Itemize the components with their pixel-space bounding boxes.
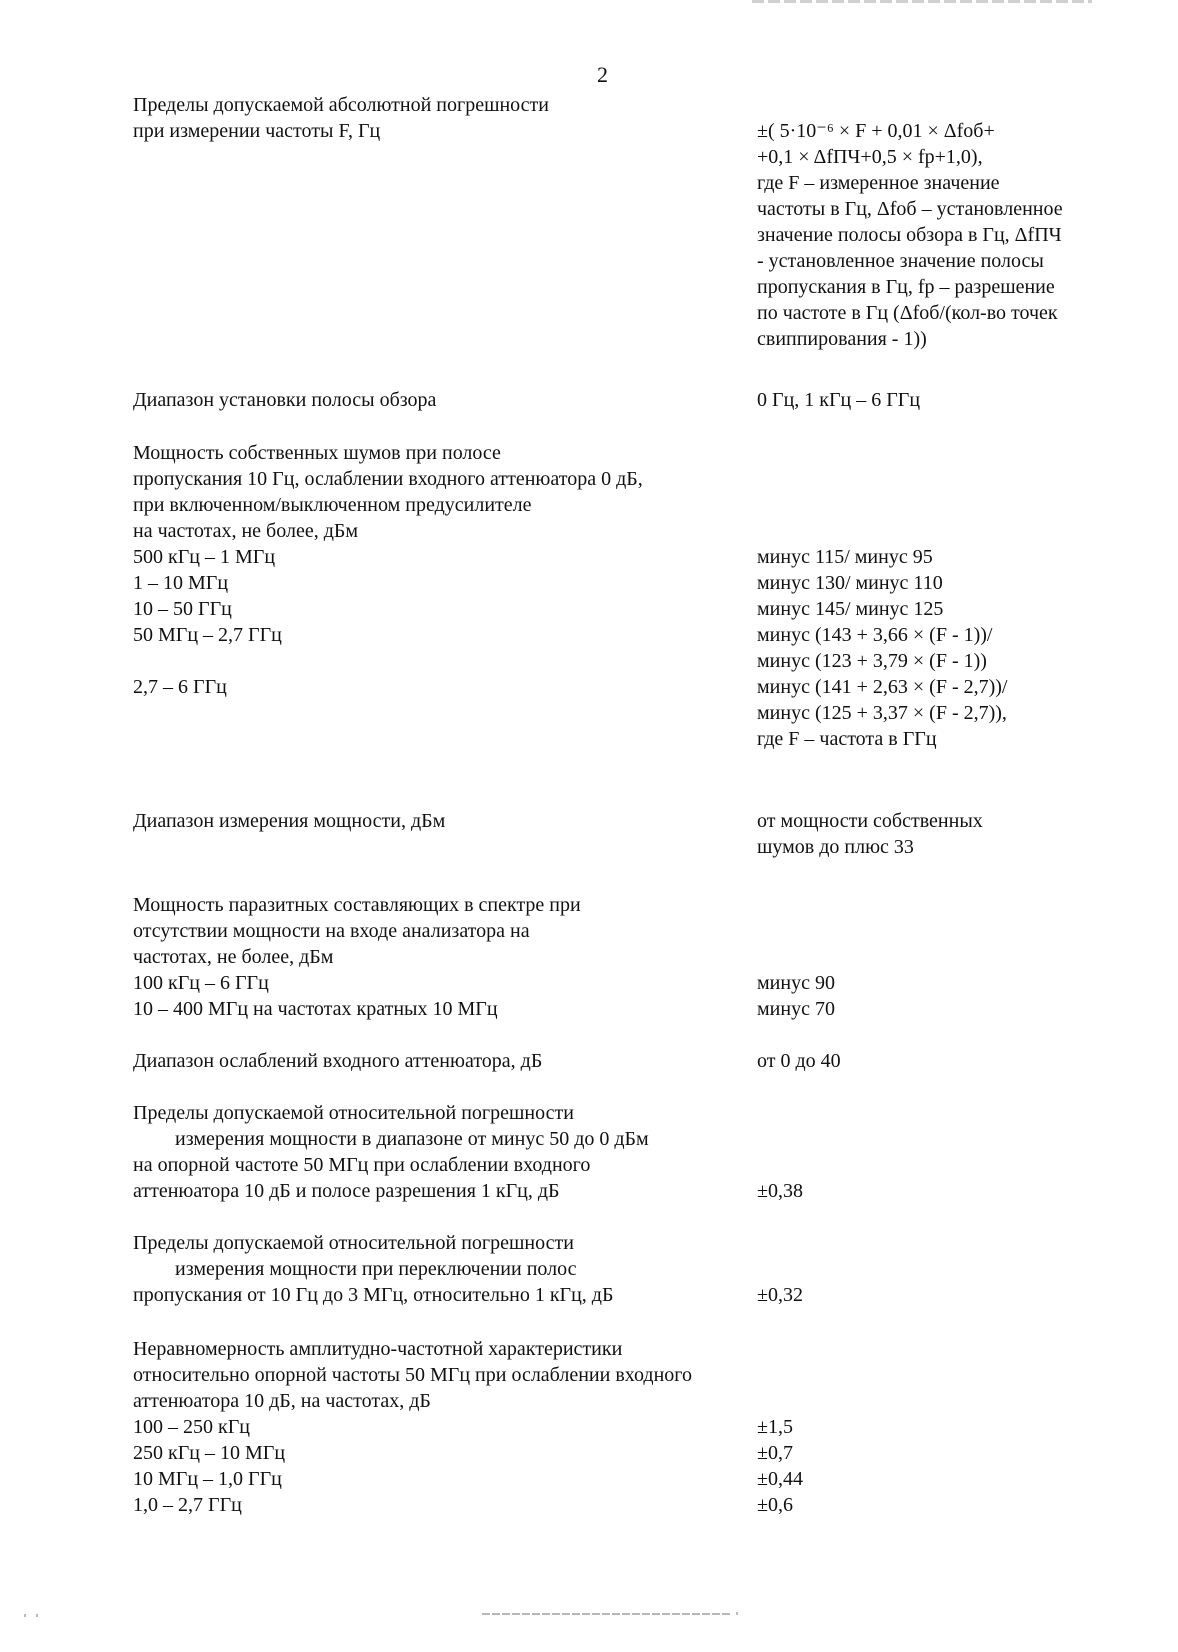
scan-dot (736, 1612, 738, 1615)
spurious-value-1: минус 90 (757, 972, 835, 994)
rel-error-switch-value: ±0,32 (757, 1284, 803, 1306)
flatness-value-3: ±0,44 (757, 1468, 803, 1490)
freq-error-value-8: по частоте в Гц (Δfоб/(кол-во точек (757, 302, 1058, 324)
power-range-value-2: шумов до плюс 33 (757, 836, 914, 858)
noise-value-1: минус 115/ минус 95 (757, 546, 933, 568)
noise-range-2: 1 – 10 МГц (133, 572, 229, 594)
power-range-label: Диапазон измерения мощности, дБм (133, 810, 446, 832)
noise-range-3: 10 – 50 ГГц (133, 598, 232, 620)
noise-label-3: при включенном/выключенном предусилителе (133, 494, 532, 516)
scan-artifact-bottom (482, 1613, 732, 1615)
flatness-range-2: 250 кГц – 10 МГц (133, 1442, 286, 1464)
noise-label-1: Мощность собственных шумов при полосе (133, 442, 501, 464)
flatness-value-2: ±0,7 (757, 1442, 793, 1464)
noise-value-5a: минус (141 + 2,63 × (F - 2,7))/ (757, 676, 1008, 698)
freq-error-value-3: где F – измеренное значение (757, 172, 1000, 194)
flatness-label-3: аттенюатора 10 дБ, на частотах, дБ (133, 1390, 431, 1412)
rel-error-power-label-2: измерения мощности в диапазоне от минус 50 до 0 дБм (175, 1128, 649, 1150)
noise-range-5: 2,7 – 6 ГГц (133, 676, 227, 698)
spurious-range-1: 100 кГц – 6 ГГц (133, 972, 269, 994)
noise-label-4: на частотах, не более, дБм (133, 520, 359, 542)
flatness-label-1: Неравномерность амплитудно-частотной характеристики (133, 1338, 623, 1360)
freq-error-value-7: пропускания в Гц, fр – разрешение (757, 276, 1055, 298)
power-range-value-1: от мощности собственных (757, 810, 983, 832)
rel-error-switch-label-3: пропускания от 10 Гц до 3 МГц, относительно 1 кГц, дБ (133, 1284, 614, 1306)
page-number: 2 (597, 62, 608, 87)
rel-error-power-value: ±0,38 (757, 1180, 803, 1202)
span-range-value: 0 Гц, 1 кГц – 6 ГГц (757, 389, 921, 411)
spurious-label-3: частотах, не более, дБм (133, 946, 334, 968)
noise-value-3: минус 145/ минус 125 (757, 598, 944, 620)
flatness-value-1: ±1,5 (757, 1416, 793, 1438)
noise-value-4a: минус (143 + 3,66 × (F - 1))/ (757, 624, 993, 646)
freq-error-value-6: - установленное значение полосы (757, 250, 1044, 272)
attenuator-label: Диапазон ослаблений входного аттенюатора, дБ (133, 1050, 543, 1072)
noise-label-2: пропускания 10 Гц, ослаблении входного аттенюатора 0 дБ, (133, 468, 643, 490)
rel-error-power-label-3: на опорной частоте 50 МГц при ослаблении входного (133, 1154, 591, 1176)
noise-value-2: минус 130/ минус 110 (757, 572, 943, 594)
flatness-value-4: ±0,6 (757, 1494, 793, 1516)
spurious-label-2: отсутствии мощности на входе анализатора на (133, 920, 530, 942)
noise-range-4: 50 МГц – 2,7 ГГц (133, 624, 282, 646)
flatness-label-2: относительно опорной частоты 50 МГц при ослаблении входного (133, 1364, 693, 1386)
freq-error-value-4: частоты в Гц, Δfоб – установленное (757, 198, 1063, 220)
rel-error-power-label-1: Пределы допускаемой относительной погрешности (133, 1102, 574, 1124)
freq-error-value-1: ±( 5·10⁻⁶ × F + 0,01 × Δfоб+ (757, 120, 995, 142)
span-range-label: Диапазон установки полосы обзора (133, 389, 437, 411)
freq-error-value-9: свиппирования - 1)) (757, 328, 927, 350)
rel-error-switch-label-1: Пределы допускаемой относительной погрешности (133, 1232, 574, 1254)
rel-error-power-label-4: аттенюатора 10 дБ и полосе разрешения 1 кГц, дБ (133, 1180, 560, 1202)
freq-error-value-2: +0,1 × ΔfПЧ+0,5 × fр+1,0), (757, 146, 983, 168)
noise-value-5b: минус (125 + 3,37 × (F - 2,7)), (757, 702, 1007, 724)
freq-error-value-5: значение полосы обзора в Гц, ΔfПЧ (757, 224, 1062, 246)
noise-range-1: 500 кГц – 1 МГц (133, 546, 276, 568)
noise-value-5c: где F – частота в ГГц (757, 728, 937, 750)
scan-dot (24, 1614, 26, 1617)
noise-value-4b: минус (123 + 3,79 × (F - 1)) (757, 650, 987, 672)
scan-dot (36, 1614, 38, 1617)
attenuator-value: от 0 до 40 (757, 1050, 841, 1072)
freq-error-label-1: Пределы допускаемой абсолютной погрешности (133, 94, 549, 116)
spurious-label-1: Мощность паразитных составляющих в спектре при (133, 894, 581, 916)
flatness-range-4: 1,0 – 2,7 ГГц (133, 1494, 242, 1516)
flatness-range-1: 100 – 250 кГц (133, 1416, 250, 1438)
flatness-range-3: 10 МГц – 1,0 ГГц (133, 1468, 282, 1490)
rel-error-switch-label-2: измерения мощности при переключении полос (175, 1258, 577, 1280)
spurious-value-2: минус 70 (757, 998, 835, 1020)
scan-artifact-top (752, 0, 1092, 3)
freq-error-label-2: при измерении частоты F, Гц (133, 120, 381, 142)
spurious-range-2: 10 – 400 МГц на частотах кратных 10 МГц (133, 998, 498, 1020)
